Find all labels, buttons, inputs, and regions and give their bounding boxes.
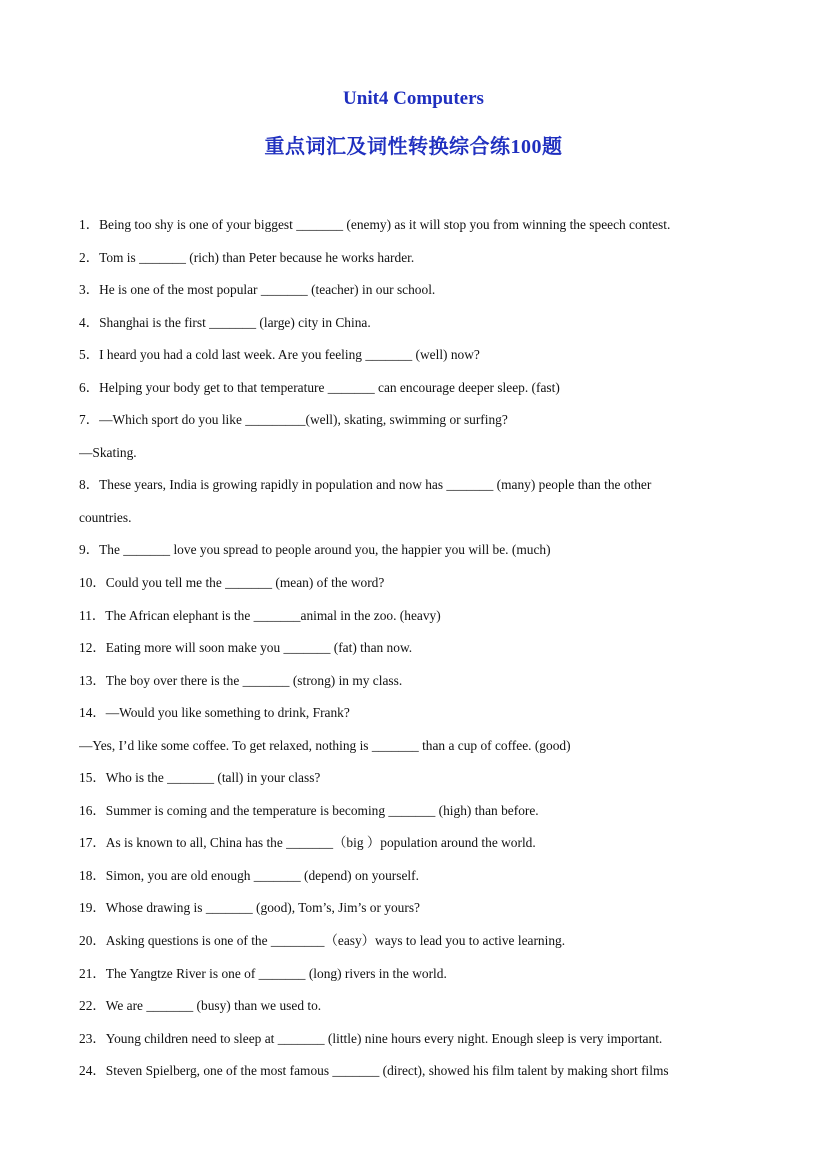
document-title: Unit4 Computers bbox=[343, 88, 484, 109]
question-line: 21．The Yangtze River is one of _______ (long) rivers in the world. bbox=[79, 965, 447, 981]
question-line: 1．Being too shy is one of your biggest _______ (enemy) as it will stop you from winning the speech contest. bbox=[79, 217, 671, 232]
question-line: 18．Simon, you are old enough _______ (depend) on yourself. bbox=[79, 867, 419, 883]
question-line: 16．Summer is coming and the temperature is becoming _______ (high) than before. bbox=[79, 802, 539, 818]
question-line: —Skating. bbox=[79, 444, 137, 460]
question-line: 11．The African elephant is the _______animal in the zoo. (heavy) bbox=[79, 607, 441, 623]
question-line: 8．These years, India is growing rapidly in population and now has _______ (many) people than the other bbox=[79, 477, 652, 493]
question-line: 22．We are _______ (busy) than we used to. bbox=[79, 998, 322, 1014]
question-line: 10．Could you tell me the _______ (mean) of the word? bbox=[79, 575, 385, 591]
question-line: 5．I heard you had a cold last week. Are you feeling _______ (well) now? bbox=[79, 347, 480, 363]
question-line: 19．Whose drawing is _______ (good), Tom’s, Jim’s or yours? bbox=[79, 900, 420, 916]
question-line: 4．Shanghai is the first _______ (large) city in China. bbox=[79, 314, 371, 330]
question-line: —Yes, I’d like some coffee. To get relaxed, nothing is _______ than a cup of coffee. (good) bbox=[79, 737, 571, 753]
question-line: 2．Tom is _______ (rich) than Peter because he works harder. bbox=[79, 249, 415, 265]
question-line: 17．As is known to all, China has the _______（big ）population around the world. bbox=[79, 835, 536, 851]
question-line: countries. bbox=[79, 509, 132, 525]
question-line: 15．Who is the _______ (tall) in your class? bbox=[79, 770, 321, 786]
question-line: 9．The _______ love you spread to people around you, the happier you will be. (much) bbox=[79, 542, 551, 558]
question-line: 24．Steven Spielberg, one of the most famous _______ (direct), showed his film talent by making short films bbox=[79, 1063, 669, 1079]
question-line: 23．Young children need to sleep at _______ (little) nine hours every night. Enough sleep is very important. bbox=[79, 1030, 663, 1046]
question-line: 14．—Would you like something to drink, Frank? bbox=[79, 705, 350, 721]
document-subtitle: 重点词汇及词性转换综合练100题 bbox=[264, 136, 563, 158]
question-line: 3．He is one of the most popular _______ (teacher) in our school. bbox=[79, 282, 436, 298]
question-line: 12．Eating more will soon make you _______ (fat) than now. bbox=[79, 640, 413, 656]
question-list bbox=[79, 214, 739, 1093]
question-line: 7．—Which sport do you like _________(well), skating, swimming or surfing? bbox=[79, 412, 508, 428]
question-line: 20．Asking questions is one of the ________（easy）ways to lead you to active learning. bbox=[79, 933, 566, 949]
question-line: 13．The boy over there is the _______ (strong) in my class. bbox=[79, 672, 403, 688]
question-line: 6．Helping your body get to that temperature _______ can encourage deeper sleep. (fast) bbox=[79, 379, 560, 395]
